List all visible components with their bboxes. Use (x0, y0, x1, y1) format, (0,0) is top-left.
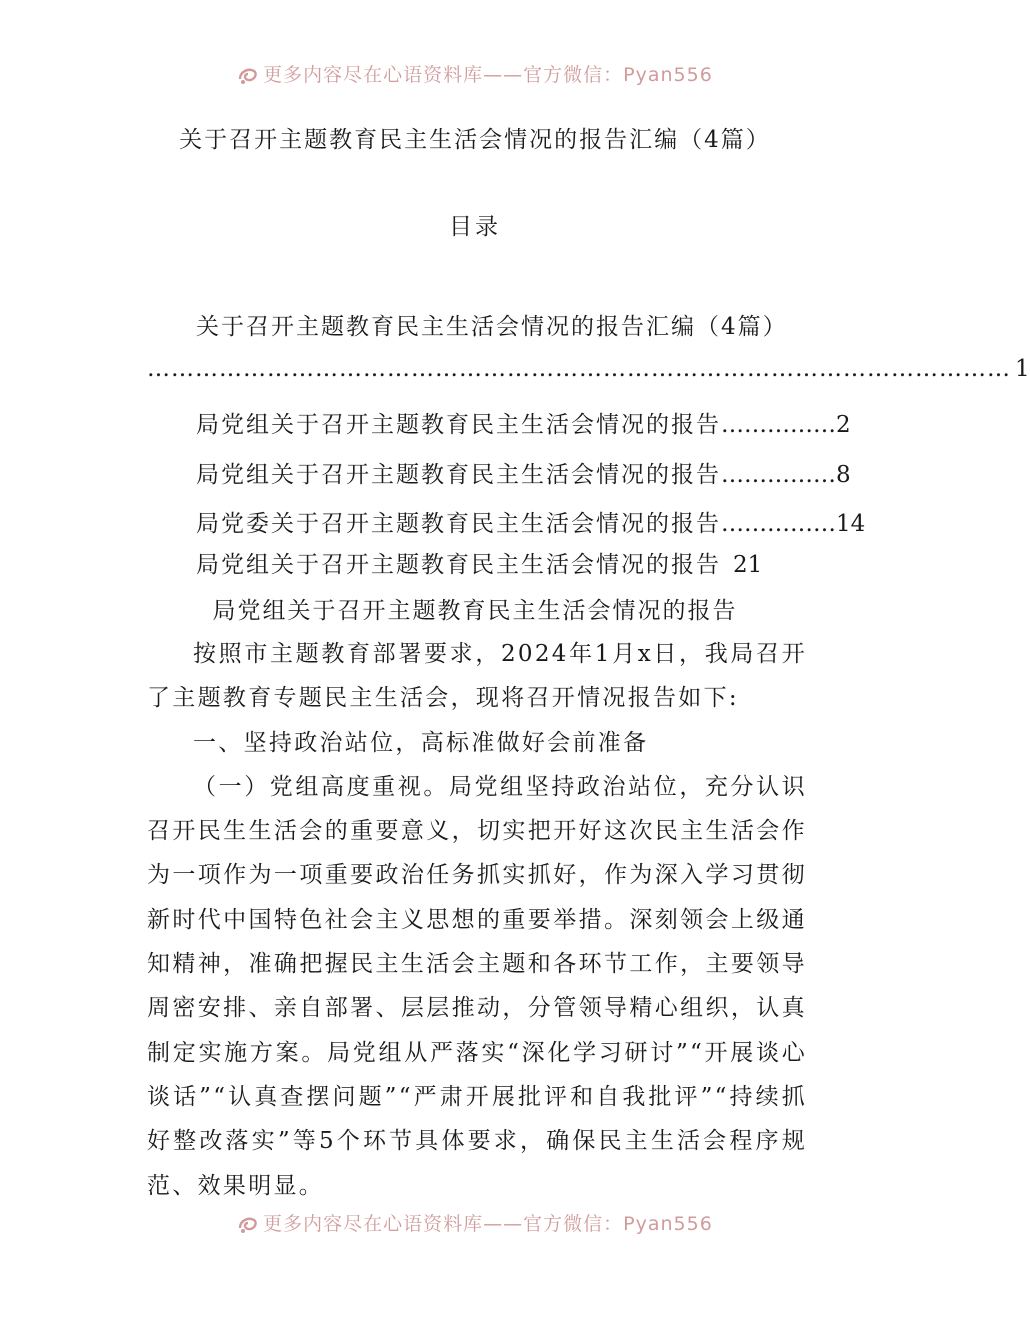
toc-heading: 目录 (449, 214, 501, 240)
watermark-logo-icon (237, 65, 259, 85)
toc-entry-text: 局党委关于召开主题教育民主生活会情况的报告 (196, 511, 721, 537)
toc-entry[interactable] (196, 456, 851, 489)
body-paragraph: 按照市主题教育部署要求，2024年1月x日，我局召开了主题教育专题民主生活会，现将召开情况报告如下: (147, 641, 807, 712)
watermark-text: 更多内容尽在心语资料库——官方微信：Pyan556 (263, 64, 713, 86)
toc-entry[interactable] (196, 546, 762, 579)
watermark-text: 更多内容尽在心语资料库——官方微信：Pyan556 (263, 1213, 713, 1235)
watermark-bottom (0, 1209, 950, 1236)
body-heading: 一、坚持政治站位，高标准做好会前准备 (193, 729, 649, 756)
section-title: 局党组关于召开主题教育民主生活会情况的报告 (212, 598, 738, 624)
toc-leader: …………… (721, 462, 836, 488)
toc-entry-first[interactable]: 关于召开主题教育民主生活会情况的报告汇编（4篇） (196, 314, 788, 340)
toc-page-number: 2 (836, 412, 851, 438)
document-body (147, 632, 807, 1208)
toc-leader: …………… (721, 511, 836, 537)
toc-leader: ……………………………………………………………………………………………… (147, 356, 1011, 382)
toc-page-number: 1 (1015, 356, 1030, 382)
toc-entry-text: 局党组关于召开主题教育民主生活会情况的报告 (196, 462, 721, 488)
toc-entry[interactable] (196, 406, 851, 439)
toc-entry-text: 局党组关于召开主题教育民主生活会情况的报告 (196, 412, 721, 438)
toc-entry[interactable] (196, 505, 866, 538)
toc-page-number: 21 (733, 552, 763, 578)
toc-page-number: 8 (836, 462, 851, 488)
toc-entry-text: 局党组关于召开主题教育民主生活会情况的报告 (196, 552, 721, 578)
toc-leader: …………… (721, 412, 836, 438)
body-paragraph: （一）党组高度重视。局党组坚持政治站位，充分认识召开民生生活会的重要意义，切实把开好这次民主生活会作为一项作为一项重要政治任务抓实抓好，作为深入学习贯彻新时代中国特色社会主义思想的重要举措。深刻领会上级通知精神，准确把握民主生活会主题和各环节工作，主要领导周密安排、亲自部署、层层推动，分管领导精心组织，认真制定实施方案。局党组从严落实“深化学习研讨”“开展谈心谈话”“认真查摆问题”“严肃开展批评和自我批评”“持续抓好整改落实”等5个环节具体要求，确保民主生活会程序规范、效果明显。 (147, 773, 807, 1199)
toc-entry-first-leader[interactable] (147, 356, 1030, 382)
watermark-logo-icon (237, 1214, 259, 1234)
document-title: 关于召开主题教育民主生活会情况的报告汇编（4篇） (179, 127, 771, 153)
toc-page-number: 14 (836, 511, 866, 537)
watermark-top (0, 60, 950, 87)
